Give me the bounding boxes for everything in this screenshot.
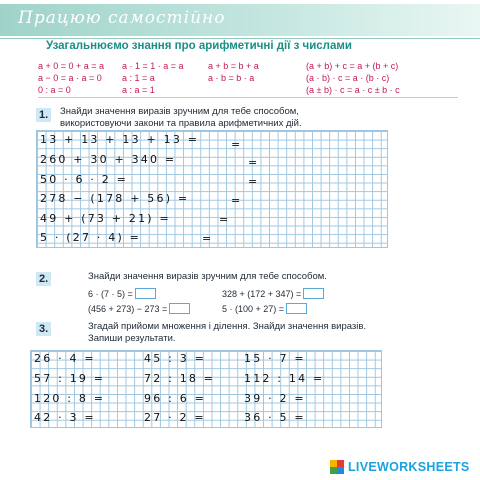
task-3-text-line-1: Згадай прийоми множення і ділення. Знайди значення виразів. <box>88 321 367 332</box>
rule: 0 : a = 0 <box>38 85 71 95</box>
task-3-expression: 27 · 2 = <box>144 411 206 424</box>
task-1-expression-2: 260 + 30 + 340 = <box>40 153 177 166</box>
task-1-number: 1. <box>36 108 51 122</box>
task-3-expression: 45 : 3 = <box>144 352 207 365</box>
rule: (a ± b) · c = a · c ± b · c <box>306 85 400 95</box>
task-3-expression: 72 : 18 = <box>144 372 216 385</box>
answer-box[interactable] <box>286 303 307 314</box>
task-3-expression: 112 : 14 = <box>244 372 325 385</box>
expression-text: 5 · (100 + 27) = <box>222 303 285 314</box>
task-1-text-line-1: Знайди значення виразів зручним для тебе способом, <box>60 106 299 117</box>
header <box>0 0 480 40</box>
rule: a : a = 1 <box>122 85 155 95</box>
task-1-expression-4: 278 − (178 + 56) = <box>40 192 190 205</box>
task-3-expression: 39 · 2 = <box>244 392 306 405</box>
rules-column-3 <box>208 60 259 84</box>
task-1-expression-3: 50 · 6 · 2 = <box>40 173 129 186</box>
answer-box[interactable] <box>169 303 190 314</box>
liveworksheets-logo-icon <box>330 460 344 474</box>
rules-divider <box>38 97 458 98</box>
task-1-equals-mark: = <box>248 156 260 169</box>
task-3-expression: 36 · 5 = <box>244 411 306 424</box>
rule: (a + b) + c = a + (b + c) <box>306 61 399 71</box>
logo-square <box>330 460 337 467</box>
task-3-number: 3. <box>36 322 51 336</box>
task-1-equals-mark: = <box>231 138 243 151</box>
task-2-expression-1 <box>88 288 156 299</box>
task-3-expression: 96 : 6 = <box>144 392 207 405</box>
answer-box[interactable] <box>135 288 156 299</box>
rule: a : 1 = a <box>122 73 155 83</box>
task-1-equals-mark: = <box>231 194 243 207</box>
task-1-expression-1: 13 + 13 + 13 + 13 = <box>40 133 200 146</box>
expression-text: 328 + (172 + 347) = <box>222 288 302 299</box>
expression-text: 6 · (7 · 5) = <box>88 288 133 299</box>
rules-column-2 <box>122 60 184 96</box>
rule: a − 0 = a · a = 0 <box>38 73 102 83</box>
logo-square <box>337 467 344 474</box>
task-1-equals-mark: = <box>219 213 231 226</box>
task-2-expression-2 <box>222 288 324 299</box>
header-divider <box>0 38 480 39</box>
task-3-text-line-2: Запиши результати. <box>88 333 176 344</box>
task-2-number: 2. <box>36 272 51 286</box>
rule: a · b = b · a <box>208 73 255 83</box>
task-2-expression-4 <box>222 303 307 314</box>
answer-box[interactable] <box>303 288 324 299</box>
task-1-expression-5: 49 + (73 + 21) = <box>40 212 171 225</box>
liveworksheets-watermark <box>330 460 470 474</box>
task-3-expression: 57 : 19 = <box>34 372 106 385</box>
section-title: Узагальнюємо знання про арифметичні дії з числами <box>46 40 352 52</box>
expression-text: (456 + 273) − 273 = <box>88 303 168 314</box>
task-1-equals-mark: = <box>248 175 260 188</box>
rules-column-4 <box>306 60 400 96</box>
task-3-expression: 120 : 8 = <box>34 392 106 405</box>
task-3-expression: 42 · 3 = <box>34 411 96 424</box>
task-3-expression: 26 · 4 = <box>34 352 96 365</box>
page-title: Працюю самостійно <box>18 8 226 28</box>
rule: a + b = b + a <box>208 61 259 71</box>
task-3-expression: 15 · 7 = <box>244 352 306 365</box>
rule: a · 1 = 1 · a = a <box>122 61 184 71</box>
liveworksheets-text: LIVEWORKSHEETS <box>348 460 470 474</box>
task-1-text-line-2: використовуючи закони та правила арифметичних дій. <box>60 118 302 129</box>
arithmetic-rules <box>38 60 458 98</box>
task-1-expression-6: 5 · (27 · 4) = <box>40 231 142 244</box>
rule: a + 0 = 0 + a = a <box>38 61 105 71</box>
task-2-expression-3 <box>88 303 190 314</box>
task-1-equals-mark: = <box>202 232 214 245</box>
rules-column-1 <box>38 60 104 96</box>
rule: (a · b) · c = a · (b · c) <box>306 73 390 83</box>
task-2-text: Знайди значення виразів зручним для тебе способом. <box>88 271 327 282</box>
logo-square <box>330 467 337 474</box>
logo-square <box>337 460 344 467</box>
